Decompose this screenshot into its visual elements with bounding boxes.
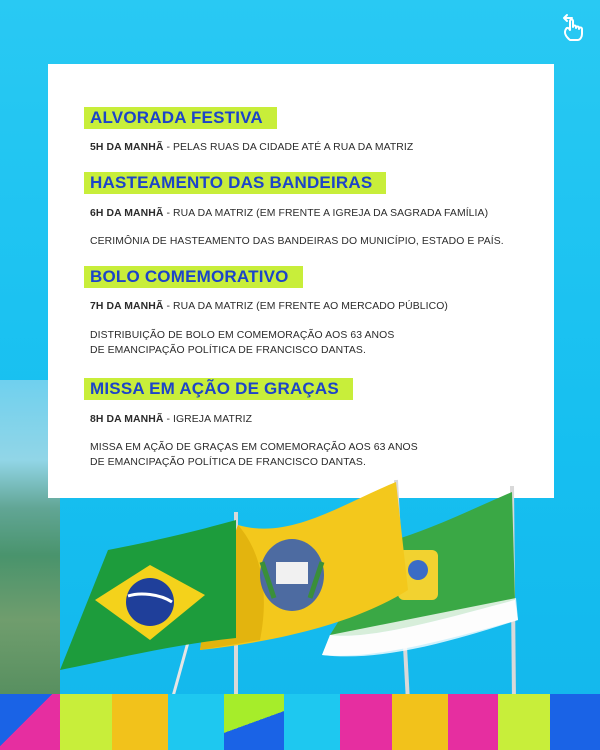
description-line: MISSA EM AÇÃO DE GRAÇAS EM COMEMORAÇÃO AOS 63 ANOS [90, 442, 418, 453]
schedule-time: 6H DA MANHÃ [90, 208, 164, 219]
schedule-line [90, 413, 252, 426]
schedule-text: - IGREJA MATRIZ [163, 414, 253, 425]
section-heading-alvorada: ALVORADA FESTIVA [84, 107, 277, 129]
schedule-line [90, 207, 488, 220]
decorative-color-bar [0, 694, 600, 750]
description-line: DE EMANCIPAÇÃO POLÍTICA DE FRANCISCO DANTAS. [90, 345, 366, 356]
section-heading-hasteamento: HASTEAMENTO DAS BANDEIRAS [84, 172, 386, 194]
schedule-text: - RUA DA MATRIZ (EM FRENTE AO MERCADO PÚBLICO) [163, 301, 448, 312]
schedule-line [90, 141, 413, 154]
schedule-time: 5H DA MANHÃ [90, 142, 164, 153]
hand-swipe-icon [560, 12, 586, 42]
section-heading-missa: MISSA EM AÇÃO DE GRAÇAS [84, 378, 353, 400]
description-line: DISTRIBUIÇÃO DE BOLO EM COMEMORAÇÃO AOS 63 ANOS [90, 330, 395, 341]
schedule-time: 7H DA MANHÃ [90, 301, 164, 312]
schedule-time: 8H DA MANHÃ [90, 414, 164, 425]
description-line: DE EMANCIPAÇÃO POLÍTICA DE FRANCISCO DANTAS. [90, 457, 366, 468]
section-heading-bolo: BOLO COMEMORATIVO [84, 266, 303, 288]
schedule-line [90, 300, 448, 313]
description-line: CERIMÔNIA DE HASTEAMENTO DAS BANDEIRAS DO MUNICÍPIO, ESTADO E PAÍS. [90, 236, 504, 247]
schedule-text: - RUA DA MATRIZ (EM FRENTE A IGREJA DA SAGRADA FAMÍLIA) [163, 208, 489, 219]
schedule-text: - PELAS RUAS DA CIDADE ATÉ A RUA DA MATRIZ [163, 142, 414, 153]
flags-illustration [0, 470, 600, 715]
